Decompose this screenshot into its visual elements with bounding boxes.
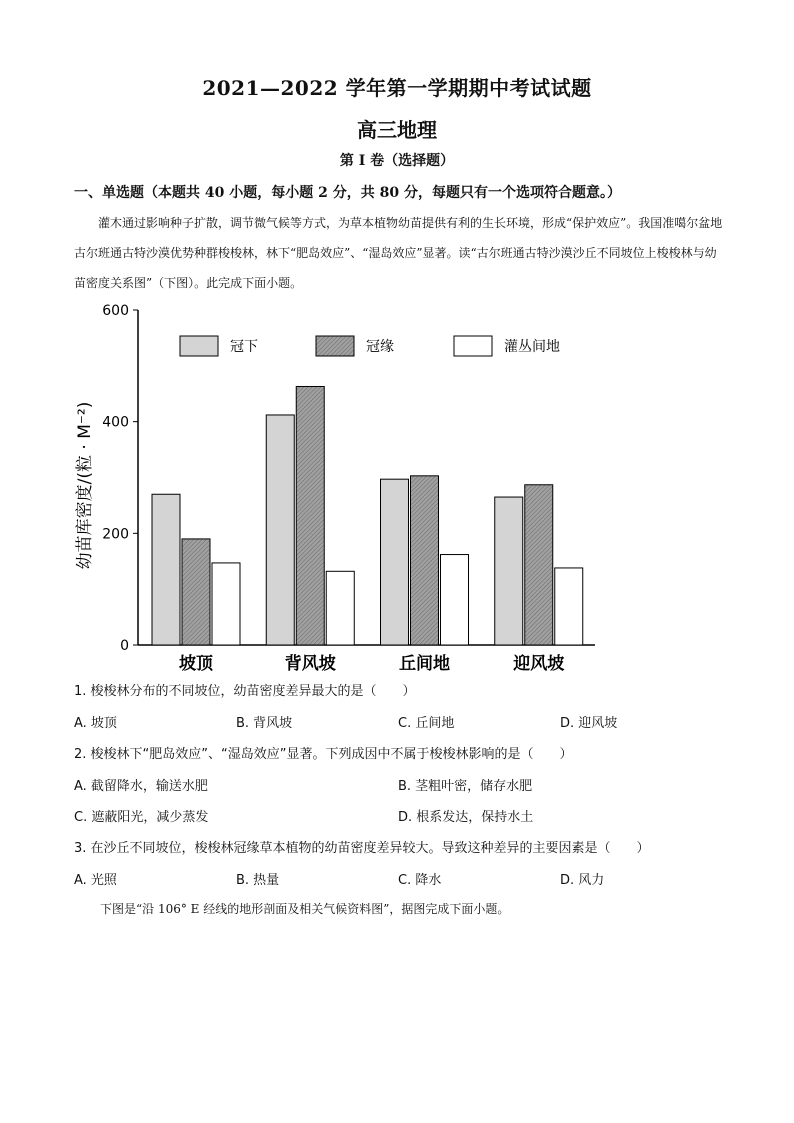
y-tick-label: 400 [102,414,129,431]
bar-2-4 [525,485,553,645]
seedling-density-chart [70,298,610,676]
y-tick-label: 600 [102,303,129,319]
bar-1-4 [495,497,523,645]
next-intro: 下图是“沿 106° E 经线的地形剖面及相关气候资料图”，据图完成下面小题。 [100,902,510,916]
bar-1-1 [152,494,180,645]
x-tick-label: 背风坡 [284,654,336,674]
bar-3-4 [555,568,583,645]
legend-swatch [180,336,218,356]
intro-text: 灌木通过影响种子扩散，调节微气候等方式，为草本植物幼苗提供有利的生长环境，形成“保护效应”。我国准噶尔盆地古尔班通古特沙漠优势种群梭梭林，林下“肥岛效应”、“湿岛效应”显著。读“古尔班通古特沙漠沙丘不同坡位上梭梭林与幼苗密度关系图”（下图）。此完成下面小题。 [74,216,723,290]
bar-1-3 [381,479,409,645]
answer-option[interactable]: A. 坡顶 [74,716,117,731]
legend-swatch [454,336,492,356]
bar-3-2 [326,571,354,645]
intro-paragraph [74,208,724,298]
bar-3-1 [212,563,240,645]
bar-2-3 [411,476,439,645]
part-title: 第 I 卷（选择题） [339,153,455,169]
legend-label: 灌丛间地 [504,339,560,355]
answer-option[interactable]: C. 丘间地 [398,716,455,731]
legend-label: 冠下 [230,339,258,355]
question-stem: 2. 梭梭林下“肥岛效应”、“湿岛效应”显著。下列成因中不属于梭梭林影响的是（ ） [74,747,573,762]
subject-title: 高三地理 [357,118,437,142]
y-axis-label: 幼苗库密度/(粒 · M⁻²) [75,401,95,570]
answer-option[interactable]: C. 遮蔽阳光，减少蒸发 [74,810,209,825]
bar-1-2 [266,415,294,645]
y-tick-label: 200 [102,526,129,543]
answer-option[interactable]: D. 风力 [560,873,605,888]
bar-3-3 [441,555,469,645]
question-stem: 1. 梭梭林分布的不同坡位，幼苗密度差异最大的是（ ） [74,684,416,699]
bar-2-2 [296,386,324,645]
answer-option[interactable]: D. 迎风坡 [560,716,618,731]
answer-option[interactable]: B. 热量 [236,873,280,888]
answer-option[interactable]: A. 光照 [74,873,117,888]
y-tick-label: 0 [120,638,129,654]
legend-label: 冠缘 [366,339,394,355]
bar-2-1 [182,539,210,645]
answer-option[interactable]: B. 茎粗叶密，储存水肥 [398,779,533,794]
answer-option[interactable]: A. 截留降水，输送水肥 [74,779,208,794]
exam-title: 2021—2022 学年第一学期期中考试试题 [202,76,592,100]
legend-swatch [316,336,354,356]
answer-option[interactable]: C. 降水 [398,873,442,888]
section-heading: 一、单选题（本题共 40 小题，每小题 2 分，共 80 分，每题只有一个选项符合题意。） [74,185,621,201]
answer-option[interactable]: D. 根系发达，保持水土 [398,810,534,825]
question-stem: 3. 在沙丘不同坡位，梭梭林冠缘草本植物的幼苗密度差异较大。导致这种差异的主要因素是（ ） [74,841,650,856]
x-tick-label: 丘间地 [399,654,450,674]
x-tick-label: 迎风坡 [513,654,565,674]
x-tick-label: 坡顶 [179,654,213,674]
answer-option[interactable]: B. 背风坡 [236,716,293,731]
